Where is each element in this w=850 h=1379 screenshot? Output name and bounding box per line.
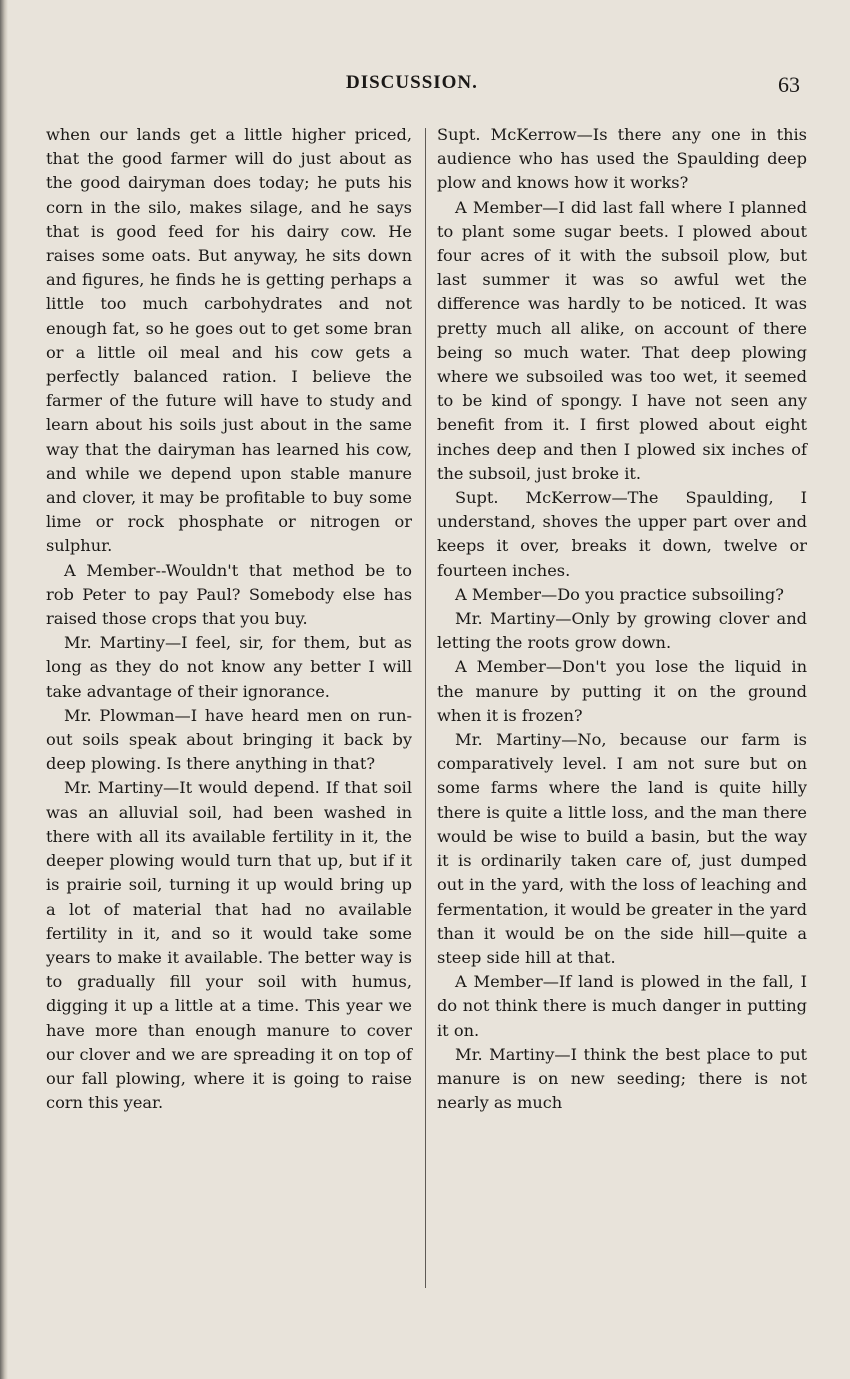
right-column: [437, 123, 807, 1115]
paragraph: A Member—I did last fall where I planned to plant some sugar beets. I plowed about four acres of it with the subsoil plow, but last summer it was so awful wet the difference was hardly to be noticed. It was pretty much all alike, on account of there being so much water. That deep plowing where we subsoiled was too wet, it seemed to be kind of spongy. I have not seen any benefit from it. I first plowed about eight inches deep and then I plowed six inches of the subsoil, just broke it.: [437, 197, 807, 483]
column-divider: [425, 128, 426, 1288]
paragraph: Mr. Martiny—I feel, sir, for them, but as long as they do not know any better I will take advantage of their ignorance.: [46, 633, 412, 701]
paragraph: Mr. Plowman—I have heard men on run-out soils speak about bringing it back by deep plowing. Is there anything in that?: [46, 705, 412, 774]
paragraph: Mr. Martiny—I think the best place to put manure is on new seeding; there is not nearly as much: [437, 1044, 807, 1113]
paragraph: Mr. Martiny—No, because our farm is comparatively level. I am not sure but on some farms where the land is quite hilly there is quite a little loss, and the man there would be wise to build a basin, but the way it is ordinarily taken care of, just dumped out in the yard, with the loss of leaching and fermentation, it would be greater in the yard than it would be on the side hill—quite a steep side hill at that.: [437, 730, 807, 967]
paragraph: A Member—If land is plowed in the fall, I do not think there is much danger in putting it on.: [437, 972, 807, 1040]
page-header: [0, 70, 850, 102]
paragraph: when our lands get a little higher priced, that the good farmer will do just about as the good dairyman does today; he puts his corn in the silo, makes silage, and he says that is good feed for his dairy cow. He raises some oats. But anyway, he sits down and figures, he finds he is getting perhaps a little too much carbohydrates and not enough fat, so he goes out to get some bran or a little oil meal and his cow gets a perfectly balanced ration. I believe the farmer of the future will have to study and learn about his soils just about in the same way that the dairyman has learned his cow, and while we depend upon stable manure and clover, it may be profitable to buy some lime or rock phosphate or nitrogen or sulphur.: [46, 125, 412, 556]
paragraph: Mr. Martiny—It would depend. If that soil was an alluvial soil, had been washed in there with all its available fertility in it, the deeper plowing would turn that up, but if it is prairie soil, turning it up would bring up a lot of material that had no available fertility in it, and so it would take some years to make it available. The better way is to gradually fill your soil with humus, digging it up a little at a time. This year we have more than enough manure to cover our clover and we are spreading it on top of our fall plowing, where it is going to raise corn this year.: [46, 778, 412, 1113]
paragraph: A Member--Wouldn't that method be to rob Peter to pay Paul? Somebody else has raised those crops that you buy.: [46, 560, 412, 629]
page-edge: [0, 0, 8, 1379]
paragraph: Mr. Martiny—Only by growing clover and letting the roots grow down.: [437, 609, 807, 653]
paragraph: Supt. McKerrow—The Spaulding, I understand, shoves the upper part over and keeps it over, breaks it down, twelve or fourteen inches.: [437, 488, 807, 580]
left-column: [46, 123, 412, 1115]
running-head: DISCUSSION.: [346, 72, 478, 93]
paragraph: A Member—Do you practice subsoiling?: [455, 584, 784, 604]
paragraph: Supt. McKerrow—Is there any one in this audience who has used the Spaulding deep plow and knows how it works?: [437, 125, 807, 193]
page-number: 63: [778, 72, 800, 97]
paragraph: A Member—Don't you lose the liquid in the manure by putting it on the ground when it is frozen?: [437, 657, 807, 725]
